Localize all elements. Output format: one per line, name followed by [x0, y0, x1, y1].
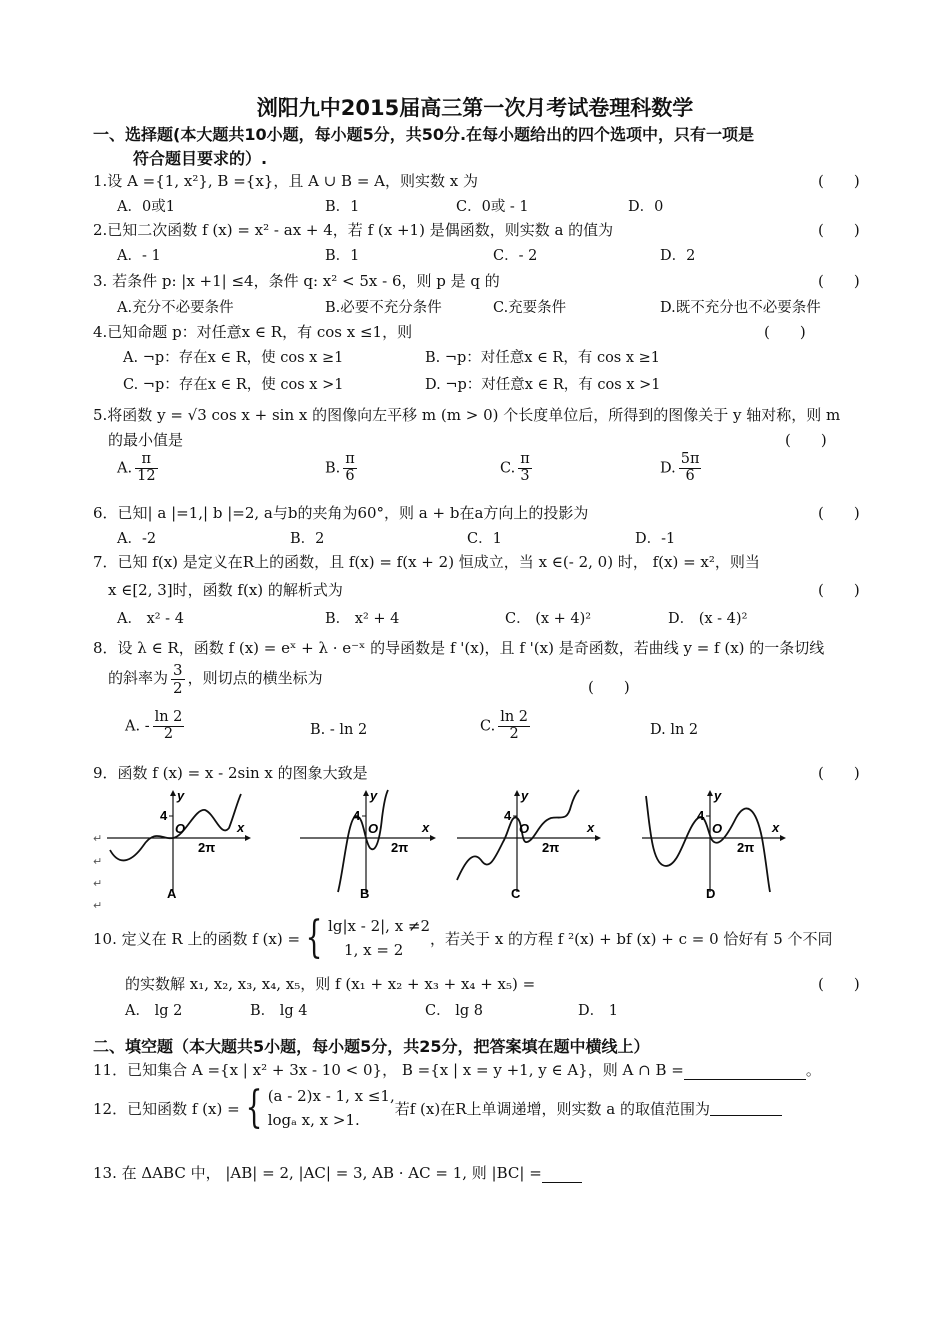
- q9-graph-a[interactable]: [105, 788, 255, 900]
- q13-stem: 13. 在 ΔABC 中， |AB| = 2, |AC| = 3, AB · AC = 1, 则 |BC| =: [93, 1162, 582, 1183]
- graph-b-y-tick: 4: [353, 808, 361, 823]
- section2-heading: 二、填空题（本大题共5小题，每小题5分，共25分，把答案填在题中横线上）: [93, 1037, 650, 1056]
- q2-option-b: B．1: [325, 248, 360, 264]
- q8-stem-line2: 的斜率为 $\frac{3}{2}$ ，则切点的横坐标为: [108, 661, 323, 697]
- q4-option-c: C. ¬p：存在x ∈ R，使 cos x >1: [123, 377, 344, 393]
- q7-option-d: D． (x - 4)²: [668, 611, 748, 627]
- q10-case2: 1, x = 2: [344, 941, 404, 959]
- q12-answer-blank[interactable]: [710, 1101, 782, 1116]
- q8-option-a: A. - $\frac{\ln 2}{2}$: [125, 709, 183, 742]
- q6-paren: ( ): [818, 504, 860, 522]
- q8-option-d: D. ln 2: [650, 722, 699, 738]
- q12-brace: {: [245, 1082, 263, 1133]
- q12-case1: (a - 2)x - 1, x ≤1,: [267, 1087, 395, 1105]
- q6-option-c: C．1: [467, 531, 502, 547]
- margin-mark: ↵: [93, 899, 103, 912]
- q7-option-c: C． (x + 4)²: [505, 611, 592, 627]
- q7-paren: ( ): [818, 581, 860, 599]
- graph-a-x-axis: x: [237, 820, 245, 835]
- q3-option-a: A.充分不必要条件: [117, 300, 234, 316]
- q1-stem: 1.设 A ={1, x²}, B ={x}，且 A ∪ B = A，则实数 x 为: [93, 172, 478, 190]
- graph-d-x-tick: 2π: [737, 840, 755, 855]
- graph-b-x-axis: x: [422, 820, 430, 835]
- q7-stem-line1: 7．已知 f(x) 是定义在R上的函数，且 f(x) = f(x + 2) 恒成立，当 x ∈(- 2, 0) 时， f(x) = x²，则当: [93, 553, 760, 571]
- graph-a-origin: O: [175, 821, 186, 836]
- graph-d-label: D: [706, 886, 716, 900]
- q12-case2: logₐ x, x >1.: [267, 1111, 360, 1129]
- q1-option-b: B．1: [325, 199, 360, 215]
- q10-option-c: C． lg 8: [425, 1003, 483, 1019]
- q1-option-c: C．0或 - 1: [456, 199, 529, 215]
- q7-stem-line2: x ∈[2, 3]时，函数 f(x) 的解析式为: [108, 581, 343, 599]
- q10-option-d: D． 1: [578, 1003, 618, 1019]
- q8-paren: ( ): [588, 678, 630, 696]
- q9-stem: 9．函数 f (x) = x - 2sin x 的图象大致是: [93, 764, 368, 782]
- graph-c-y-axis: y: [521, 788, 529, 803]
- q9-graph-d[interactable]: [640, 788, 790, 900]
- q11-stem: 11．已知集合 A ={x | x² + 3x - 10 < 0}， B ={x | x = y +1, y ∈ A}，则 A ∩ B = 。: [93, 1061, 821, 1079]
- q10-stem-line1: 10. 定义在 R 上的函数 f (x) = { lg|x - 2|, x ≠2 1, x = 2 ，若关于 x 的方程 f ²(x) + bf (x) + c = 0 恰好有 5 个不同: [93, 912, 833, 963]
- q4-stem: 4.已知命题 p：对任意x ∈ R，有 cos x ≤1，则: [93, 323, 413, 341]
- section1-heading-line2: 符合题目要求的）.: [133, 149, 268, 168]
- q3-paren: ( ): [818, 272, 860, 290]
- margin-mark: ↵: [93, 832, 103, 845]
- q4-option-a: A. ¬p：存在x ∈ R，使 cos x ≥1: [123, 350, 344, 366]
- graph-b-x-tick: 2π: [391, 840, 409, 855]
- graph-b-origin: O: [368, 821, 379, 836]
- q3-option-d: D.既不充分也不必要条件: [660, 300, 821, 316]
- q6-stem: 6．已知| a |=1,| b |=2, a与b的夹角为60°，则 a + b在a方向上的投影为: [93, 504, 589, 522]
- graph-a-y-axis: y: [177, 788, 185, 803]
- q5-stem-line2: 的最小值是: [108, 431, 184, 449]
- q10-option-b: B． lg 4: [250, 1003, 308, 1019]
- q1-paren: ( ): [818, 172, 860, 190]
- graph-d-y-tick: 4: [697, 808, 705, 823]
- q10-paren: ( ): [818, 975, 860, 993]
- q5-option-a: A. $\frac{\pi}{12}$: [117, 451, 156, 484]
- q3-stem: 3. 若条件 p: |x +1| ≤4，条件 q: x² < 5x - 6，则 p 是 q 的: [93, 272, 500, 290]
- q3-option-c: C.充要条件: [493, 300, 567, 316]
- q8-option-c: C. $\frac{\ln 2}{2}$: [480, 709, 528, 742]
- q1-option-a: A．0或1: [117, 199, 175, 215]
- graph-b-y-axis: y: [370, 788, 378, 803]
- q4-option-b: B. ¬p：对任意x ∈ R，有 cos x ≥1: [425, 350, 661, 366]
- q5-paren: ( ): [785, 431, 827, 449]
- q5-option-c: C. $\frac{\pi}{3}$: [500, 451, 530, 484]
- q2-stem: 2.已知二次函数 f (x) = x² - ax + 4，若 f (x +1) 是偶函数，则实数 a 的值为: [93, 221, 614, 239]
- graph-c-y-tick: 4: [504, 808, 512, 823]
- q2-option-c: C．- 2: [493, 248, 538, 264]
- q9-graph-b[interactable]: [298, 788, 438, 900]
- q12-stem: 12．已知函数 f (x) = { (a - 2)x - 1, x ≤1, logₐ x, x >1. 若f (x)在R上单调递增，则实数 a 的取值范围为: [93, 1084, 782, 1132]
- graph-d-x-axis: x: [772, 820, 780, 835]
- graph-d-origin: O: [712, 821, 723, 836]
- q5-option-d: D. $\frac{5\pi}{6}$: [660, 451, 700, 484]
- q6-option-a: A．-2: [117, 531, 157, 547]
- q10-brace: {: [305, 912, 323, 963]
- q8-option-b: B. - ln 2: [310, 722, 368, 738]
- q2-option-d: D．2: [660, 248, 696, 264]
- margin-mark: ↵: [93, 855, 103, 868]
- graph-a-y-tick: 4: [160, 808, 168, 823]
- graph-a-x-tick: 2π: [198, 840, 216, 855]
- q9-graph-c[interactable]: [455, 788, 605, 900]
- q10-case1: lg|x - 2|, x ≠2: [328, 917, 431, 935]
- q5-option-b: B. $\frac{\pi}{6}$: [325, 451, 355, 484]
- q4-option-d: D. ¬p：对任意x ∈ R，有 cos x >1: [425, 377, 661, 393]
- q13-answer-blank[interactable]: [542, 1168, 582, 1183]
- q7-option-b: B． x² + 4: [325, 611, 400, 627]
- q5-stem-line1: 5.将函数 y = √3 cos x + sin x 的图像向左平移 m (m > 0) 个长度单位后，所得到的图像关于 y 轴对称，则 m: [93, 406, 841, 424]
- graph-c-x-axis: x: [587, 820, 595, 835]
- q3-option-b: B.必要不充分条件: [325, 300, 442, 316]
- graph-b-label: B: [360, 886, 370, 900]
- q9-paren: ( ): [818, 764, 860, 782]
- graph-d-y-axis: y: [714, 788, 722, 803]
- q10-stem-line2: 的实数解 x₁, x₂, x₃, x₄, x₅，则 f (x₁ + x₂ + x₃ + x₄ + x₅) =: [125, 975, 536, 993]
- q4-paren: ( ): [764, 323, 806, 341]
- q1-option-d: D．0: [628, 199, 664, 215]
- graph-a-label: A: [167, 886, 177, 900]
- page-title: 浏阳九中2015届高三第一次月考试卷理科数学: [256, 96, 694, 120]
- graph-c-x-tick: 2π: [542, 840, 560, 855]
- q6-option-b: B．2: [290, 531, 325, 547]
- q7-option-a: A． x² - 4: [117, 611, 184, 627]
- q6-option-d: D．-1: [635, 531, 676, 547]
- q10-option-a: A． lg 2: [125, 1003, 183, 1019]
- q11-answer-blank[interactable]: [684, 1065, 806, 1080]
- graph-c-label: C: [511, 886, 521, 900]
- section1-heading-line1: 一、选择题(本大题共10小题，每小题5分，共50分.在每小题给出的四个选项中，只有一项是: [93, 125, 755, 144]
- q2-option-a: A．- 1: [117, 248, 161, 264]
- margin-mark: ↵: [93, 877, 103, 890]
- graph-c-origin: O: [519, 821, 530, 836]
- q8-stem-line1: 8．设 λ ∈ R，函数 f (x) = eˣ + λ · e⁻ˣ 的导函数是 f '(x)，且 f '(x) 是奇函数，若曲线 y = f (x) 的一条切线: [93, 639, 825, 657]
- q2-paren: ( ): [818, 221, 860, 239]
